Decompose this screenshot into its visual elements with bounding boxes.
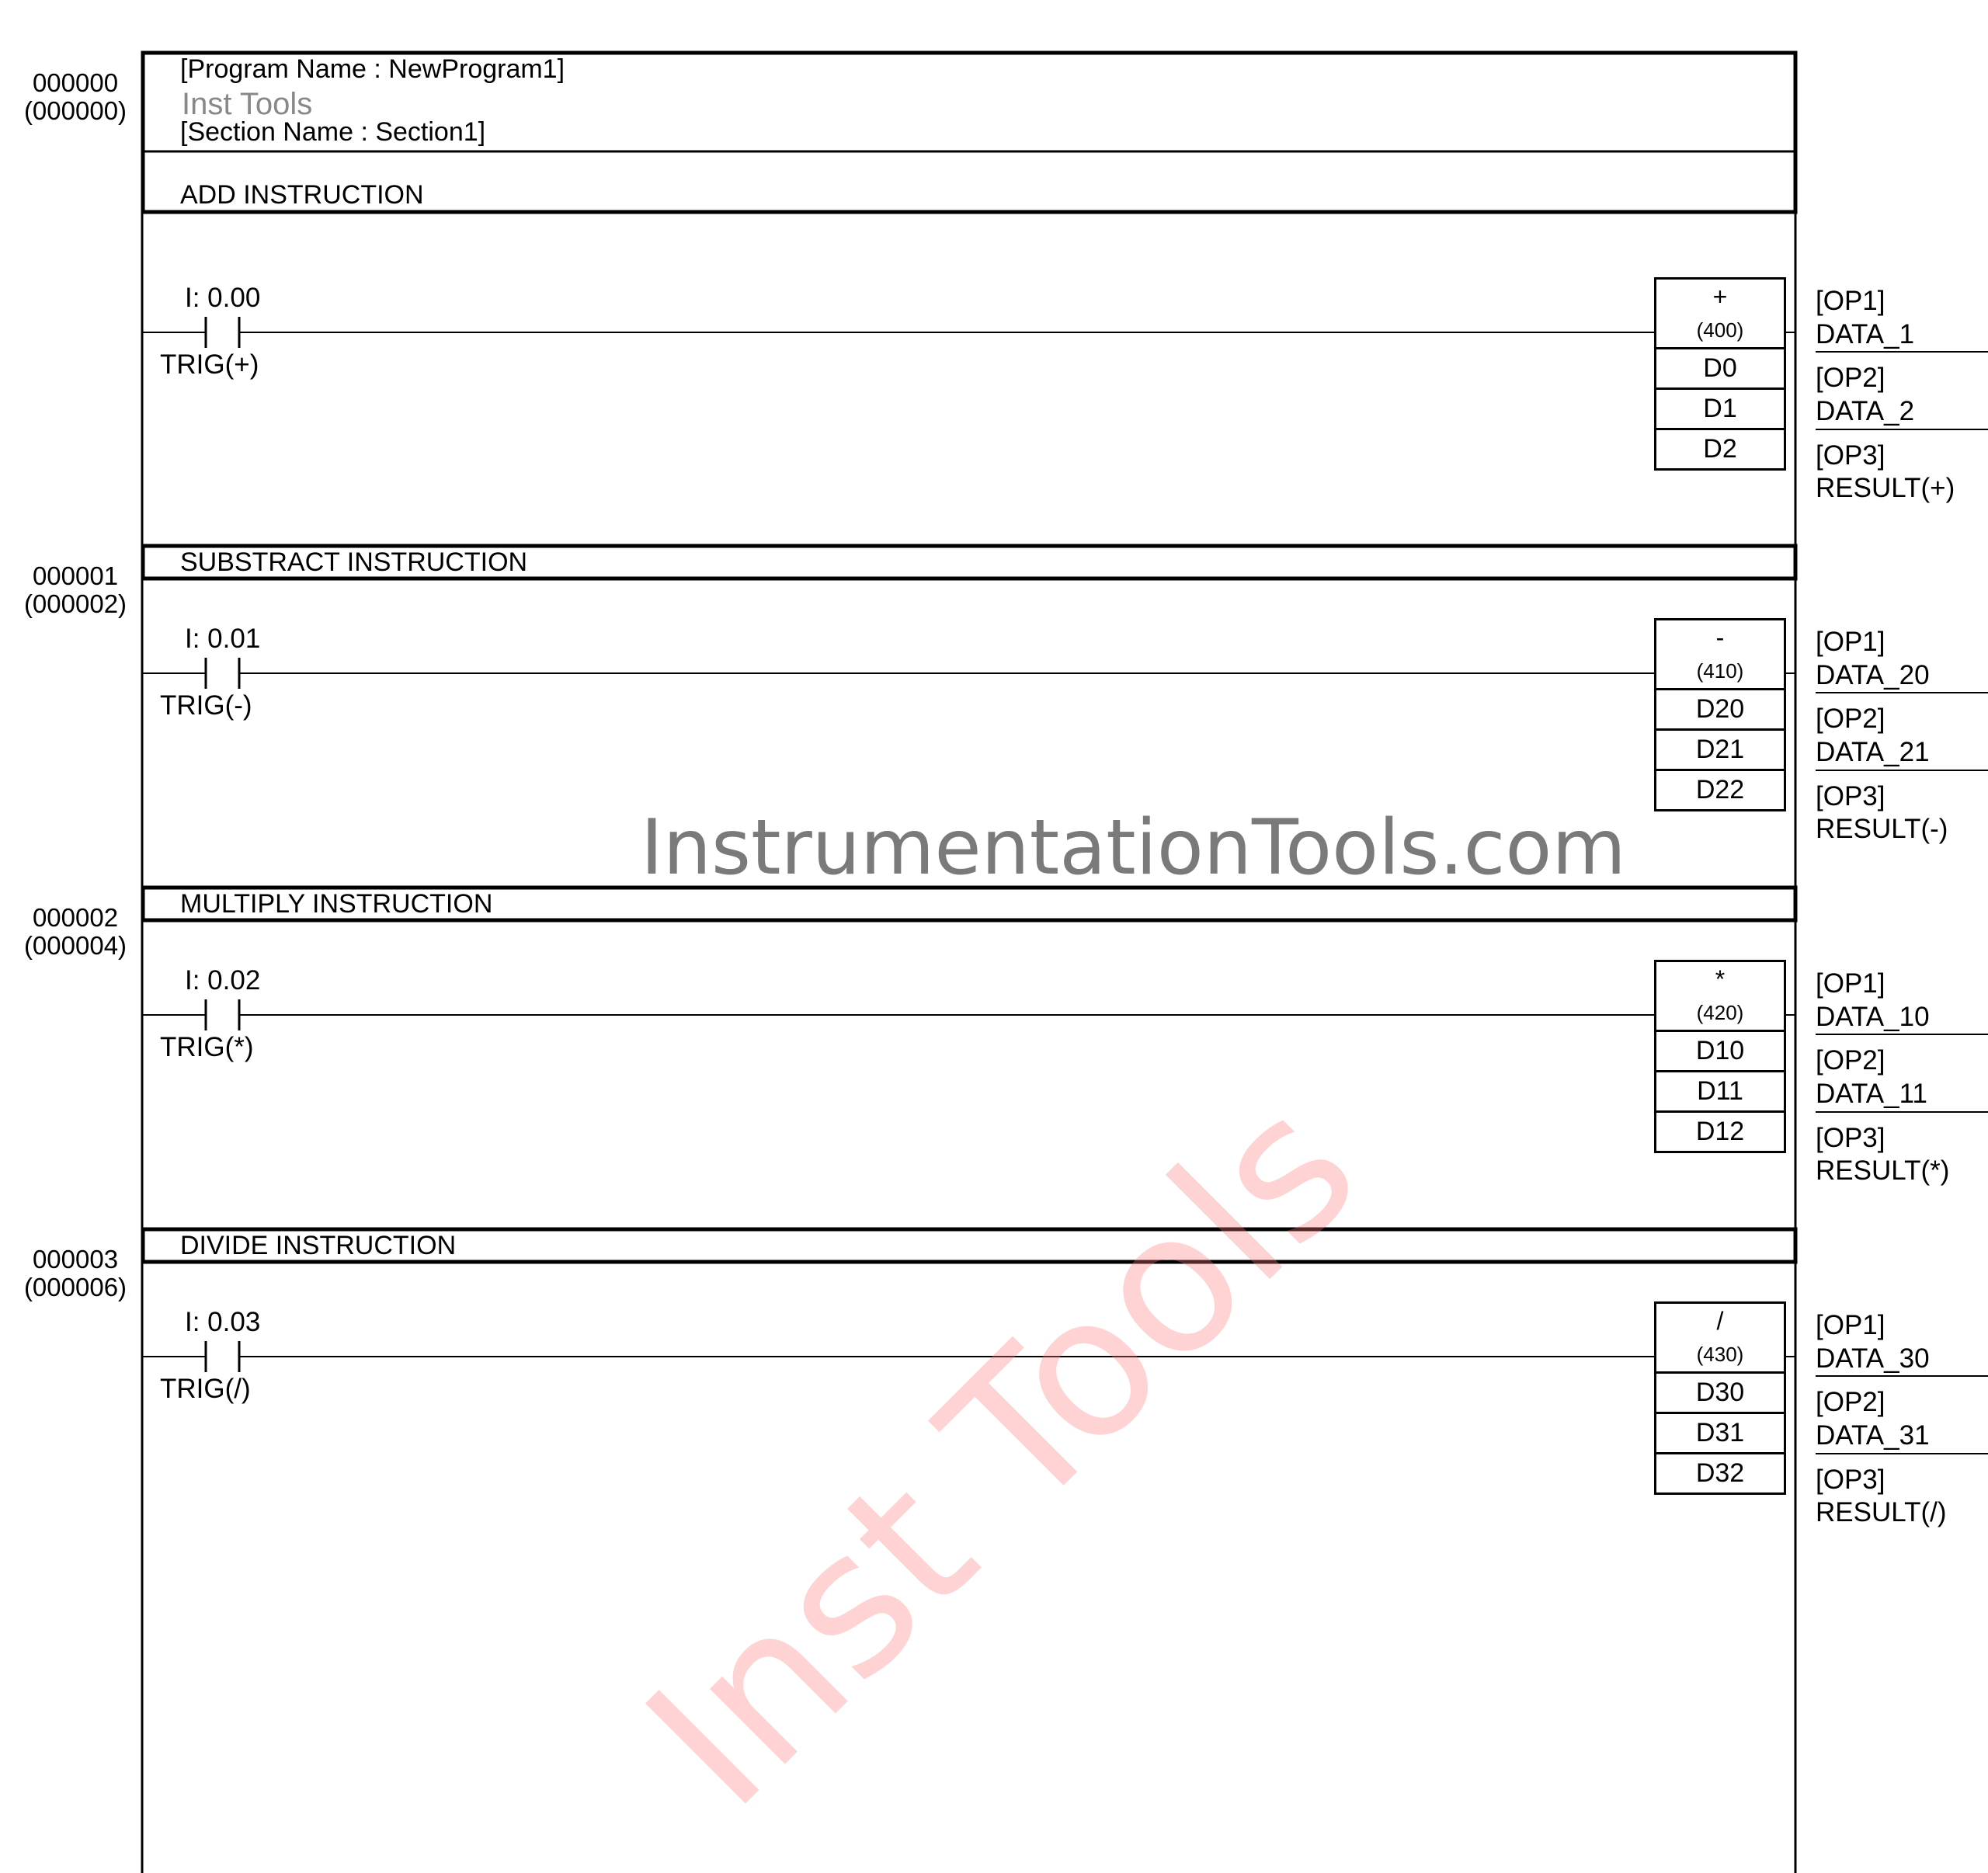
op-name: DATA_1 [1816,318,1988,353]
function-code: (430) [1696,1343,1744,1366]
operand-cell: D31 [1656,1412,1784,1452]
op-label: [OP2] [1816,363,1885,394]
op-label: [OP3] [1816,1122,1885,1153]
rung-3-contact-address: I: 0.03 [185,1307,261,1337]
rung-0-step: (000000) [23,96,127,125]
rung-2-wiring [142,999,1795,1030]
section-name: [Section Name : Section1] [180,117,486,147]
function-symbol: - [1715,624,1725,652]
add-function-block [1654,277,1786,471]
rung-0-number: 000000 [32,68,119,97]
function-symbol: * [1715,965,1726,993]
operand-cell: D10 [1656,1030,1784,1070]
rung-3-title: DIVIDE INSTRUCTION [180,1231,457,1260]
operand-cell: D20 [1656,688,1784,728]
operand-cell: D11 [1656,1070,1784,1110]
operand-cell: D12 [1656,1110,1784,1151]
rung-1-title: SUBSTRACT INSTRUCTION [180,547,528,577]
op-name: DATA_11 [1816,1078,1988,1113]
op-label: [OP1] [1816,968,1885,999]
rung-0-operand-labels [1816,285,1988,506]
op-name: DATA_21 [1816,736,1988,771]
op-label: [OP1] [1816,286,1885,316]
op-label: [OP3] [1816,780,1885,811]
site-watermark: InstrumentationTools.com [641,804,1626,892]
op-label: [OP2] [1816,1045,1885,1076]
rung-2-number: 000002 [32,903,119,932]
rung-2-step: (000004) [23,931,127,960]
function-code: (410) [1696,659,1744,683]
op-name: DATA_20 [1816,659,1988,694]
op-name: DATA_2 [1816,395,1988,430]
op-label: [OP3] [1816,1464,1885,1495]
rung-3-step: (000006) [23,1273,127,1301]
function-code: (420) [1696,1001,1744,1024]
op-name: DATA_30 [1816,1343,1988,1378]
rung-2-operand-labels [1816,968,1988,1188]
rung-2-title: MULTIPLY INSTRUCTION [180,889,493,919]
rung-2-contact-address: I: 0.02 [185,965,261,996]
multiply-function-block [1654,960,1786,1153]
rung-3-number: 000003 [32,1245,119,1274]
op-name: RESULT(+) [1816,473,1955,504]
op-name: RESULT(/) [1816,1497,1947,1528]
operand-cell: D30 [1656,1371,1784,1412]
divide-function-block [1654,1301,1786,1495]
operand-cell: D32 [1656,1452,1784,1492]
rung-1-operand-labels [1816,626,1988,846]
function-symbol: / [1716,1307,1724,1335]
program-name: [Program Name : NewProgram1] [180,54,565,84]
rung-0-contact-address: I: 0.00 [185,283,261,313]
operand-cell: D0 [1656,347,1784,387]
operand-cell: D2 [1656,428,1784,468]
op-label: [OP3] [1816,440,1885,471]
rung-3-operand-labels [1816,1309,1988,1530]
rung-1-contact-tag: TRIG(-) [160,690,252,721]
rung-1-number: 000001 [32,561,119,590]
rung-1-step: (000002) [23,589,127,618]
function-code: (400) [1696,318,1744,342]
brand-label: Inst Tools [182,87,313,121]
rung-1-wiring [142,658,1795,689]
op-name: DATA_31 [1816,1420,1988,1454]
subtract-function-block [1654,618,1786,811]
rung-2-contact-tag: TRIG(*) [160,1032,254,1062]
op-name: DATA_10 [1816,1001,1988,1036]
diagonal-watermark: Inst Tools [604,1055,1399,1850]
op-label: [OP1] [1816,627,1885,657]
op-name: RESULT(*) [1816,1155,1950,1187]
operand-cell: D1 [1656,387,1784,428]
rung-0-title: ADD INSTRUCTION [180,180,424,210]
operand-cell: D21 [1656,728,1784,769]
op-label: [OP1] [1816,1310,1885,1340]
op-label: [OP2] [1816,1387,1885,1418]
rung-1-contact-address: I: 0.01 [185,624,261,654]
rung-0-wiring [142,317,1795,348]
rung-0-contact-tag: TRIG(+) [160,349,259,380]
op-label: [OP2] [1816,704,1885,735]
op-name: RESULT(-) [1816,814,1948,845]
function-symbol: + [1712,283,1728,311]
operand-cell: D22 [1656,769,1784,809]
rung-3-contact-tag: TRIG(/) [160,1374,251,1404]
